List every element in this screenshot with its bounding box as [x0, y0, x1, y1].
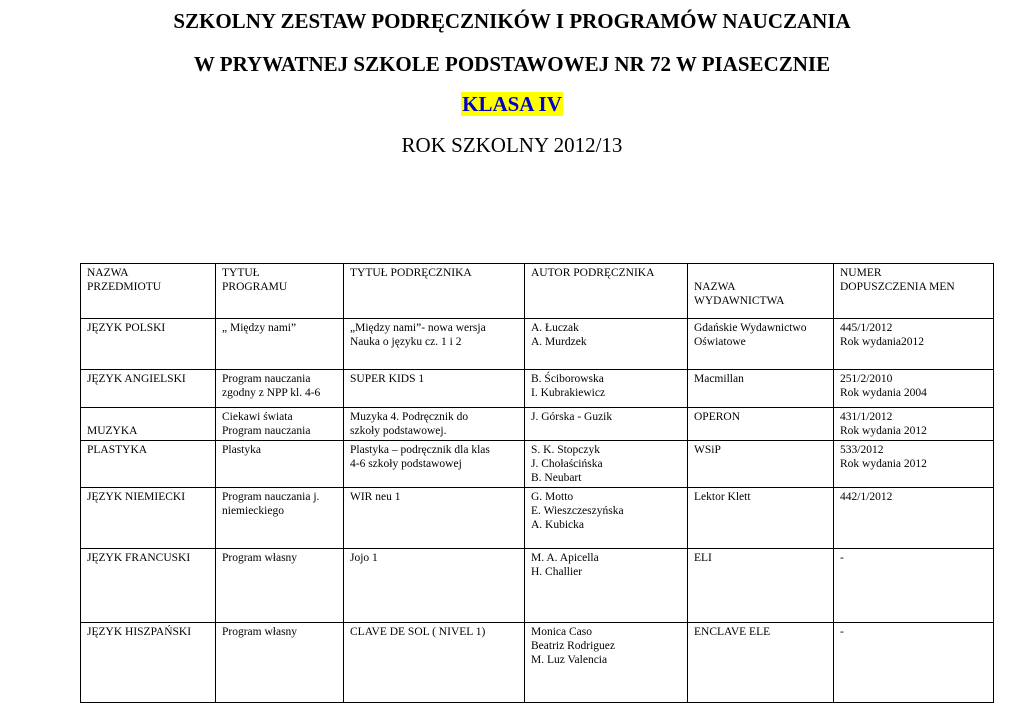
- class-heading: [0, 92, 1024, 117]
- cell-subject: PLASTYKA: [81, 441, 216, 488]
- cell-publisher: [688, 549, 834, 623]
- cell-text: J. Chołaścińska: [531, 458, 603, 470]
- cell-text: G. Motto: [531, 491, 574, 503]
- cell-text: S. K. Stopczyk: [531, 444, 600, 456]
- column-header-approval: [834, 264, 994, 319]
- cell-approval: [834, 408, 994, 441]
- cell-approval: [834, 441, 994, 488]
- cell-text: zgodny z NPP kl. 4-6: [222, 387, 321, 399]
- cell-author: [525, 441, 688, 488]
- cell-subject: JĘZYK ANGIELSKI: [81, 370, 216, 408]
- school-year-heading: ROK SZKOLNY 2012/13: [401, 133, 623, 157]
- cell-program: [216, 441, 344, 488]
- cell-subject: JĘZYK FRANCUSKI: [81, 549, 216, 623]
- cell-text: OPERON: [694, 411, 741, 423]
- column-header-textbook: TYTUŁ PODRĘCZNIKA: [344, 264, 525, 319]
- header-text: PRZEDMIOTU: [87, 281, 162, 293]
- cell-author: [525, 549, 688, 623]
- cell-approval: [834, 549, 994, 623]
- cell-text: „ Między nami”: [222, 322, 297, 334]
- cell-textbook: [344, 488, 525, 549]
- cell-textbook: [344, 623, 525, 703]
- cell-text: SUPER KIDS 1: [350, 373, 425, 385]
- cell-text: 533/2012: [840, 444, 884, 456]
- cell-text: A. Łuczak: [531, 322, 579, 334]
- table-header-row: [81, 264, 994, 319]
- document-title-line1: SZKOLNY ZESTAW PODRĘCZNIKÓW I PROGRAMÓW NAUCZANIA: [173, 9, 851, 33]
- cell-text: Macmillan: [694, 373, 744, 385]
- cell-text: ENCLAVE ELE: [694, 626, 771, 638]
- column-header-subject: [81, 264, 216, 319]
- cell-approval: [834, 370, 994, 408]
- cell-program: [216, 408, 344, 441]
- document-title-line2: W PRYWATNEJ SZKOLE PODSTAWOWEJ NR 72 W PIASECZNIE: [193, 52, 831, 76]
- cell-text: WSiP: [694, 444, 721, 456]
- table-row: [81, 488, 994, 549]
- cell-text: -: [840, 626, 844, 638]
- header-text: WYDAWNICTWA: [694, 295, 785, 307]
- table-row: [81, 319, 994, 370]
- cell-text: Beatriz Rodriguez: [531, 640, 615, 652]
- cell-author: [525, 319, 688, 370]
- cell-text: 431/1/2012: [840, 411, 893, 423]
- cell-text: 442/1/2012: [840, 491, 893, 503]
- cell-textbook: [344, 549, 525, 623]
- cell-program: [216, 549, 344, 623]
- cell-text: Rok wydania 2004: [840, 387, 927, 399]
- textbook-table: [80, 263, 994, 703]
- cell-text: Ciekawi świata: [222, 411, 293, 423]
- column-header-author: AUTOR PODRĘCZNIKA: [525, 264, 688, 319]
- cell-text: Lektor Klett: [694, 491, 751, 503]
- cell-text: E. Wieszczeszyńska: [531, 505, 624, 517]
- table-row: [81, 408, 994, 441]
- cell-text: H. Challier: [531, 566, 583, 578]
- cell-program: [216, 370, 344, 408]
- cell-author: [525, 370, 688, 408]
- cell-text: A. Kubicka: [531, 519, 585, 531]
- cell-text: Gdańskie Wydawnictwo: [694, 322, 807, 334]
- cell-text: Program nauczania j.: [222, 491, 320, 503]
- cell-publisher: [688, 408, 834, 441]
- cell-text: I. Kubrakiewicz: [531, 387, 606, 399]
- table-row: [81, 549, 994, 623]
- cell-text: CLAVE DE SOL ( NIVEL 1): [350, 626, 486, 638]
- cell-text: B. Ściborowska: [531, 373, 604, 385]
- cell-subject: MUZYKA: [81, 408, 216, 441]
- cell-approval: [834, 623, 994, 703]
- table-row: [81, 441, 994, 488]
- cell-text: Rok wydania2012: [840, 336, 925, 348]
- cell-text: B. Neubart: [531, 472, 582, 484]
- cell-publisher: [688, 319, 834, 370]
- cell-author: [525, 488, 688, 549]
- table-row: [81, 623, 994, 703]
- cell-text: Rok wydania 2012: [840, 458, 927, 470]
- cell-text: 445/1/2012: [840, 322, 893, 334]
- cell-text: Program nauczania: [222, 373, 311, 385]
- header-text: DOPUSZCZENIA MEN: [840, 281, 955, 293]
- header-text: PROGRAMU: [222, 281, 288, 293]
- cell-text: J. Górska - Guzik: [531, 411, 613, 423]
- cell-publisher: [688, 488, 834, 549]
- cell-publisher: [688, 623, 834, 703]
- cell-text: „Między nami”- nowa wersja: [350, 322, 486, 334]
- cell-text: WIR neu 1: [350, 491, 401, 503]
- column-header-publisher: [688, 264, 834, 319]
- class-label: KLASA IV: [462, 92, 562, 116]
- cell-text: 251/2/2010: [840, 373, 893, 385]
- header-text: TYTUŁ: [222, 267, 260, 279]
- cell-text: Monica Caso: [531, 626, 593, 638]
- cell-textbook: [344, 441, 525, 488]
- cell-approval: [834, 488, 994, 549]
- cell-text: szkoły podstawowej.: [350, 425, 447, 437]
- cell-text: Nauka o języku cz. 1 i 2: [350, 336, 462, 348]
- cell-text: M. Luz Valencia: [531, 654, 608, 666]
- cell-text: A. Murdzek: [531, 336, 587, 348]
- cell-text: niemieckiego: [222, 505, 284, 517]
- cell-text: Jojo 1: [350, 552, 378, 564]
- cell-textbook: [344, 370, 525, 408]
- cell-text: M. A. Apicella: [531, 552, 599, 564]
- cell-approval: [834, 319, 994, 370]
- cell-subject: JĘZYK POLSKI: [81, 319, 216, 370]
- header-text: NAZWA: [87, 267, 129, 279]
- cell-subject: JĘZYK HISZPAŃSKI: [81, 623, 216, 703]
- cell-program: [216, 623, 344, 703]
- cell-text: Program własny: [222, 552, 298, 564]
- column-header-program: [216, 264, 344, 319]
- cell-publisher: [688, 370, 834, 408]
- cell-author: [525, 623, 688, 703]
- cell-text: Oświatowe: [694, 336, 746, 348]
- cell-text: -: [840, 552, 844, 564]
- cell-text: Muzyka 4. Podręcznik do: [350, 411, 469, 423]
- cell-textbook: [344, 408, 525, 441]
- cell-program: [216, 319, 344, 370]
- cell-text: ELI: [694, 552, 712, 564]
- cell-author: [525, 408, 688, 441]
- cell-textbook: [344, 319, 525, 370]
- cell-text: Program własny: [222, 626, 298, 638]
- cell-program: [216, 488, 344, 549]
- header-text: NAZWA: [694, 281, 736, 293]
- table-row: [81, 370, 994, 408]
- cell-text: Plastyka – podręcznik dla klas: [350, 444, 490, 456]
- cell-text: Rok wydania 2012: [840, 425, 927, 437]
- cell-text: 4-6 szkoły podstawowej: [350, 458, 462, 470]
- cell-text: Program nauczania: [222, 425, 311, 437]
- cell-text: Plastyka: [222, 444, 261, 456]
- header-text: NUMER: [840, 267, 882, 279]
- cell-subject: JĘZYK NIEMIECKI: [81, 488, 216, 549]
- cell-publisher: [688, 441, 834, 488]
